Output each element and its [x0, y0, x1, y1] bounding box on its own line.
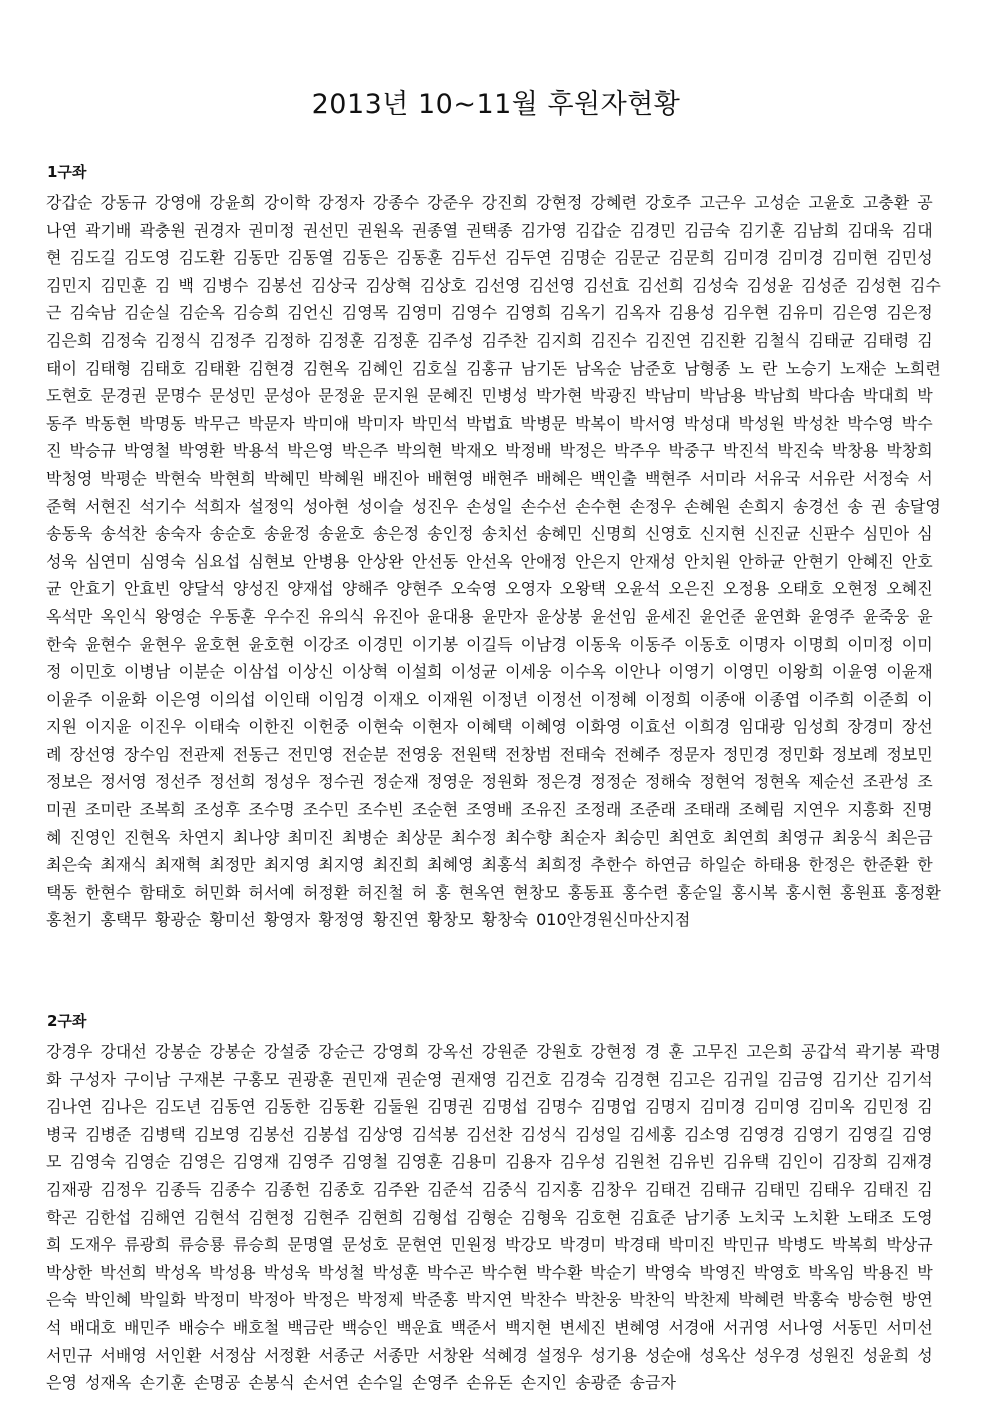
- page-title: 2013년 10~11월 후원자현황: [311, 89, 681, 120]
- donor-name-list-2: 강경우 강대선 강봉순 강봉순 강설중 강순근 강영희 강옥선 강원준 강원호 강현정 경 훈 고무진 고은희 공갑석 곽기봉 곽명화 구성자 구이남 구재본 구홍모 권광훈 권민재 권순영 권재영 김건호 김경숙 김경현 김고은 김귀일 김금영 김기산 김기석 김나연 김나은 김도년 김동연 김동한 김동환 김둘원 김명권 김명섭 김명수 김명업 김명지 김미경 김미영 김미옥 김민정 김병국 김병준 김병택 김보영 김봉선 김봉섭 김상영 김석봉 김선찬 김성식 김성일 김세홍 김소영 김영경 김영기 김영길 김영모 김영숙 김영순 김영은 김영재 김영주 김영철 김영훈 김용미 김용자 김우성 김원천 김유빈 김유택 김인이 김장희 김재경 김재광 김정우 김종득 김종수 김종헌 김종호 김주완 김준석 김중식 김지홍 김창우 김태건 김태규 김태민 김태우 김태진 김학곤 김한섭 김해연 김현석 김현정 김현주 김현희 김형섭 김형순 김형욱 김호현 김효준 남기종 노치국 노치환 노태조 도영희 도재우 류광희 류승룡 류승희 문명열 문성호 문현연 민원정 박강모 박경미 박경태 박미진 박민규 박병도 박복희 박상규 박상한 박선희 박성옥 박성용 박성욱 박성철 박성훈 박수곤 박수현 박수환 박순기 박영숙 박영진 박영호 박옥임 박용진 박은숙 박인혜 박일화 박정미 박정아 박정은 박정제 박준홍 박지연 박찬수 박찬웅 박찬익 박찬제 박혜련 박홍숙 방승현 방연석 배대호 배민주 배승수 배호철 백금란 백승인 백운효 백준서 백지현 변세진 변혜영 서경애 서귀영 서나영 서동민 서미선 서민규 서배영 서인환 서정삼 서정환 서종군 서종만 서창완 석혜경 설정우 성기용 성순애 성옥산 성우경 성원진 성윤희 성은영 성재옥 손기훈 손명공 손봉식 손서연 손수일 손영주 손유돈 손지인 송광준 송금자: [46, 1042, 941, 1393]
- section-title-2: 2구좌: [47, 1012, 87, 1030]
- donor-name-list-1: 강갑순 강동규 강영애 강윤희 강이학 강정자 강종수 강준우 강진희 강현정 강혜련 강호주 고근우 고성순 고윤호 고충환 공나연 곽기배 곽충원 권경자 권미정 권선민 권원옥 권종열 권택종 김가영 김갑순 김경민 김금숙 김기훈 김남희 김대욱 김대현 김도길 김도영 김도환 김동만 김동열 김동은 김동훈 김두선 김두연 김명순 김문군 김문희 김미경 김미경 김미현 김민성 김민지 김민훈 김 백 김병수 김봉선 김상국 김상혁 김상호 김선영 김선영 김선효 김선희 김성숙 김성윤 김성준 김성현 김수근 김숙남 김순실 김순옥 김승희 김언신 김영목 김영미 김영수 김영희 김옥기 김옥자 김용성 김우현 김유미 김은영 김은정 김은희 김정숙 김정식 김정주 김정하 김정훈 김정훈 김주성 김주찬 김지희 김진수 김진연 김진환 김철식 김태균 김태령 김태이 김태형 김태호 김태환 김현경 김현옥 김혜인 김호실 김홍규 남기돈 남옥순 남준호 남형종 노 란 노승기 노재순 노희련 도현호 문경권 문명수 문성민 문성아 문정윤 문지원 문혜진 민병성 박가현 박광진 박남미 박남용 박남희 박다솜 박대희 박동주 박동현 박명동 박무근 박문자 박미애 박미자 박민석 박법효 박병문 박복이 박서영 박성대 박성원 박성찬 박수영 박수진 박승규 박영철 박영환 박용석 박은영 박은주 박의현 박재오 박정배 박정은 박주우 박중구 박진석 박진숙 박창용 박창희 박청영 박평순 박현숙 박현희 박혜민 박혜원 배진아 배현영 배현주 배혜은 백인출 백현주 서미라 서유국 서유란 서정숙 서준혁 서현진 석기수 석희자 설정익 성아현 성이슬 성진우 손성일 손수선 손수현 손정우 손혜원 손희지 송경선 송 권 송달영 송동욱 송석찬 송숙자 송순호 송윤정 송윤호 송은정 송인정 송치선 송혜민 신명희 신영호 신지현 신진균 신판수 심민아 심성욱 심연미 심영숙 심요섭 심현보 안병용 안상완 안선동 안선옥 안애정 안은지 안재성 안치원 안하균 안현기 안혜진 안호균 안효기 안효빈 양달석 양성진 양재섭 양해주 양현주 오숙영 오영자 오왕택 오윤석 오은진 오정용 오태호 오현정 오혜진 옥석만 옥인식 왕영순 우동훈 우수진 유의식 유진아 윤대용 윤만자 윤상봉 윤선임 윤세진 윤언준 윤연화 윤영주 윤죽웅 윤한숙 윤현수 윤현우 윤호현 윤호현 이강조 이경민 이기봉 이길득 이남경 이동욱 이동주 이동호 이명자 이명희 이미정 이미정 이민호 이병남 이분순 이삼섭 이상신 이상혁 이설희 이성균 이세웅 이수옥 이안나 이영기 이영민 이왕희 이윤영 이윤재 이윤주 이윤화 이은영 이의섭 이인태 이임경 이재오 이재원 이정년 이정선 이정혜 이정희 이종애 이종엽 이주희 이준희 이지원 이지윤 이진우 이태숙 이한진 이헌중 이현숙 이현자 이혜택 이혜영 이화영 이효선 이희경 임대광 임성희 장경미 장선례 장선영 장수임 전관제 전동근 전민영 전순분 전영웅 전원택 전창범 전태숙 전혜주 정문자 정민경 정민화 정보례 정보민 정보은 정서영 정선주 정선희 정성우 정수권 정순재 정영운 정원화 정은경 정정순 정해숙 정현억 정현옥 제순선 조관성 조미권 조미란 조복희 조성후 조수명 조수민 조수빈 조순현 조영배 조유진 조정래 조준래 조태래 조혜림 지연우 지흥화 진명혜 진영인 진현옥 차연지 최나양 최미진 최병순 최상문 최수정 최수향 최순자 최승민 최연호 최연희 최영규 최웅식 최은금 최은숙 최재식 최재혁 최정만 최지영 최지영 최진희 최혜영 최홍석 최희정 추한수 하연금 하일순 하태용 한정은 한준환 한택동 한현수 함태호 허민화 허서예 허정환 허진철 허 홍 현옥연 현창모 홍동표 홍수련 홍순일 홍시복 홍시현 홍원표 홍정환 홍천기 홍택무 황광순 황미선 황영자 황정영 황진연 황창모 황창숙 010안경원신마산지점: [46, 193, 941, 930]
- section-title-1: 1구좌: [47, 163, 87, 181]
